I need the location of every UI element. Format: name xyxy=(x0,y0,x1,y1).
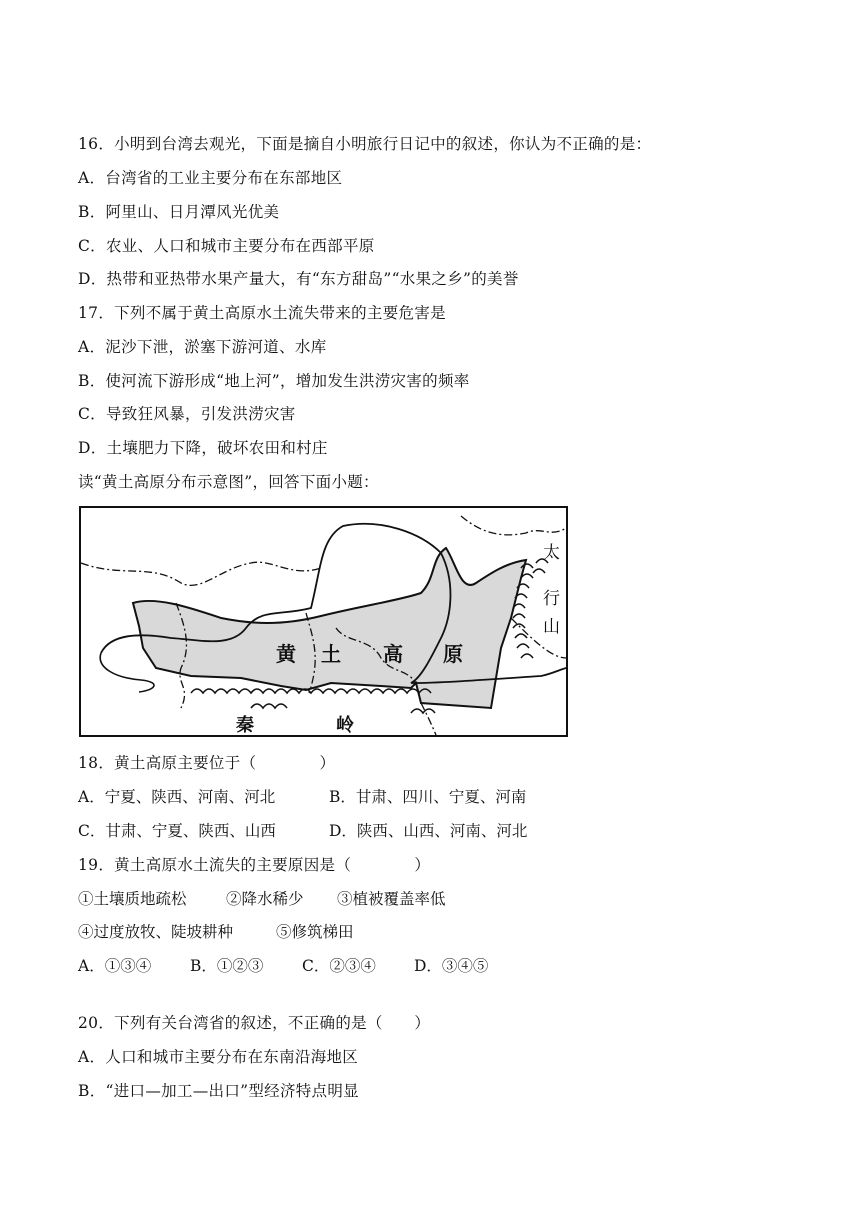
plateau-char-3: 高 xyxy=(383,642,403,666)
q17-option-a: A．泥沙下泄，淤塞下游河道、水库 xyxy=(78,338,327,356)
q17-option-d: D．土壤肥力下降，破坏农田和村庄 xyxy=(78,439,328,457)
q16-option-a: A．台湾省的工业主要分布在东部地区 xyxy=(78,169,343,187)
qinling-char-2: 岭 xyxy=(336,715,354,736)
river-west-loop xyxy=(100,653,154,692)
plateau-char-1: 黄 xyxy=(276,642,296,666)
q20-option-b: B．“进口—加工—出口”型经济特点明显 xyxy=(78,1082,359,1100)
q17-option-b: B．使河流下游形成“地上河”，增加发生洪涝灾害的频率 xyxy=(78,372,470,390)
taihang-char-3: 山 xyxy=(543,617,560,637)
province-border-1 xyxy=(81,562,321,585)
q20-stem: 20．下列有关台湾省的叙述，不正确的是（ ） xyxy=(78,1014,431,1032)
qinling-mountain-symbols xyxy=(191,689,435,713)
taihang-char-2: 行 xyxy=(543,589,560,609)
map-graphic xyxy=(81,508,566,735)
q17-option-c: C．导致狂风暴，引发洪涝灾害 xyxy=(78,405,296,423)
q19-choice-4: ④过度放牧、陡坡耕种 xyxy=(78,923,234,941)
q18-option-d: D．陕西、山西、河南、河北 xyxy=(329,822,528,840)
plateau-char-4: 原 xyxy=(443,642,463,666)
q16-option-b: B．阿里山、日月潭风光优美 xyxy=(78,203,280,221)
q19-option-c: C．②③④ xyxy=(302,957,376,975)
q18-option-c: C．甘肃、宁夏、陕西、山西 xyxy=(78,822,276,840)
q19-option-a: A．①③④ xyxy=(78,957,152,975)
q18-option-a: A．宁夏、陕西、河南、河北 xyxy=(78,788,276,806)
qinling-char-1: 秦 xyxy=(236,715,254,736)
q19-option-d: D．③④⑤ xyxy=(414,957,489,975)
q19-stem: 19．黄土高原水土流失的主要原因是（ ） xyxy=(78,856,431,874)
q19-option-b: B．①②③ xyxy=(190,957,264,975)
taihang-char-1: 太 xyxy=(543,543,560,563)
q16-option-c: C．农业、人口和城市主要分布在西部平原 xyxy=(78,237,375,255)
plateau-char-2: 土 xyxy=(321,642,341,666)
q18-stem: 18．黄土高原主要位于（ ） xyxy=(78,754,336,772)
plateau-region xyxy=(133,548,526,708)
q18-option-b: B．甘肃、四川、宁夏、河南 xyxy=(329,788,527,806)
q19-choice-2: ②降水稀少 xyxy=(226,890,304,908)
loess-plateau-map xyxy=(79,506,568,737)
q19-choice-5: ⑤修筑梯田 xyxy=(276,923,354,941)
q19-choice-3: ③植被覆盖率低 xyxy=(337,890,446,908)
q16-option-d: D．热带和亚热带水果产量大，有“东方甜岛”“水果之乡”的美誉 xyxy=(78,270,519,288)
q20-option-a: A．人口和城市主要分布在东南沿海地区 xyxy=(78,1048,359,1066)
map-intro: 读“黄土高原分布示意图”，回答下面小题： xyxy=(78,473,379,491)
q16-stem: 16．小明到台湾去观光，下面是摘自小明旅行日记中的叙述，你认为不正确的是： xyxy=(78,135,652,153)
q17-stem: 17．下列不属于黄土高原水土流失带来的主要危害是 xyxy=(78,304,446,322)
q19-choice-1: ①土壤质地疏松 xyxy=(78,890,187,908)
province-border-5 xyxy=(461,516,566,535)
province-border-6 xyxy=(421,703,436,735)
